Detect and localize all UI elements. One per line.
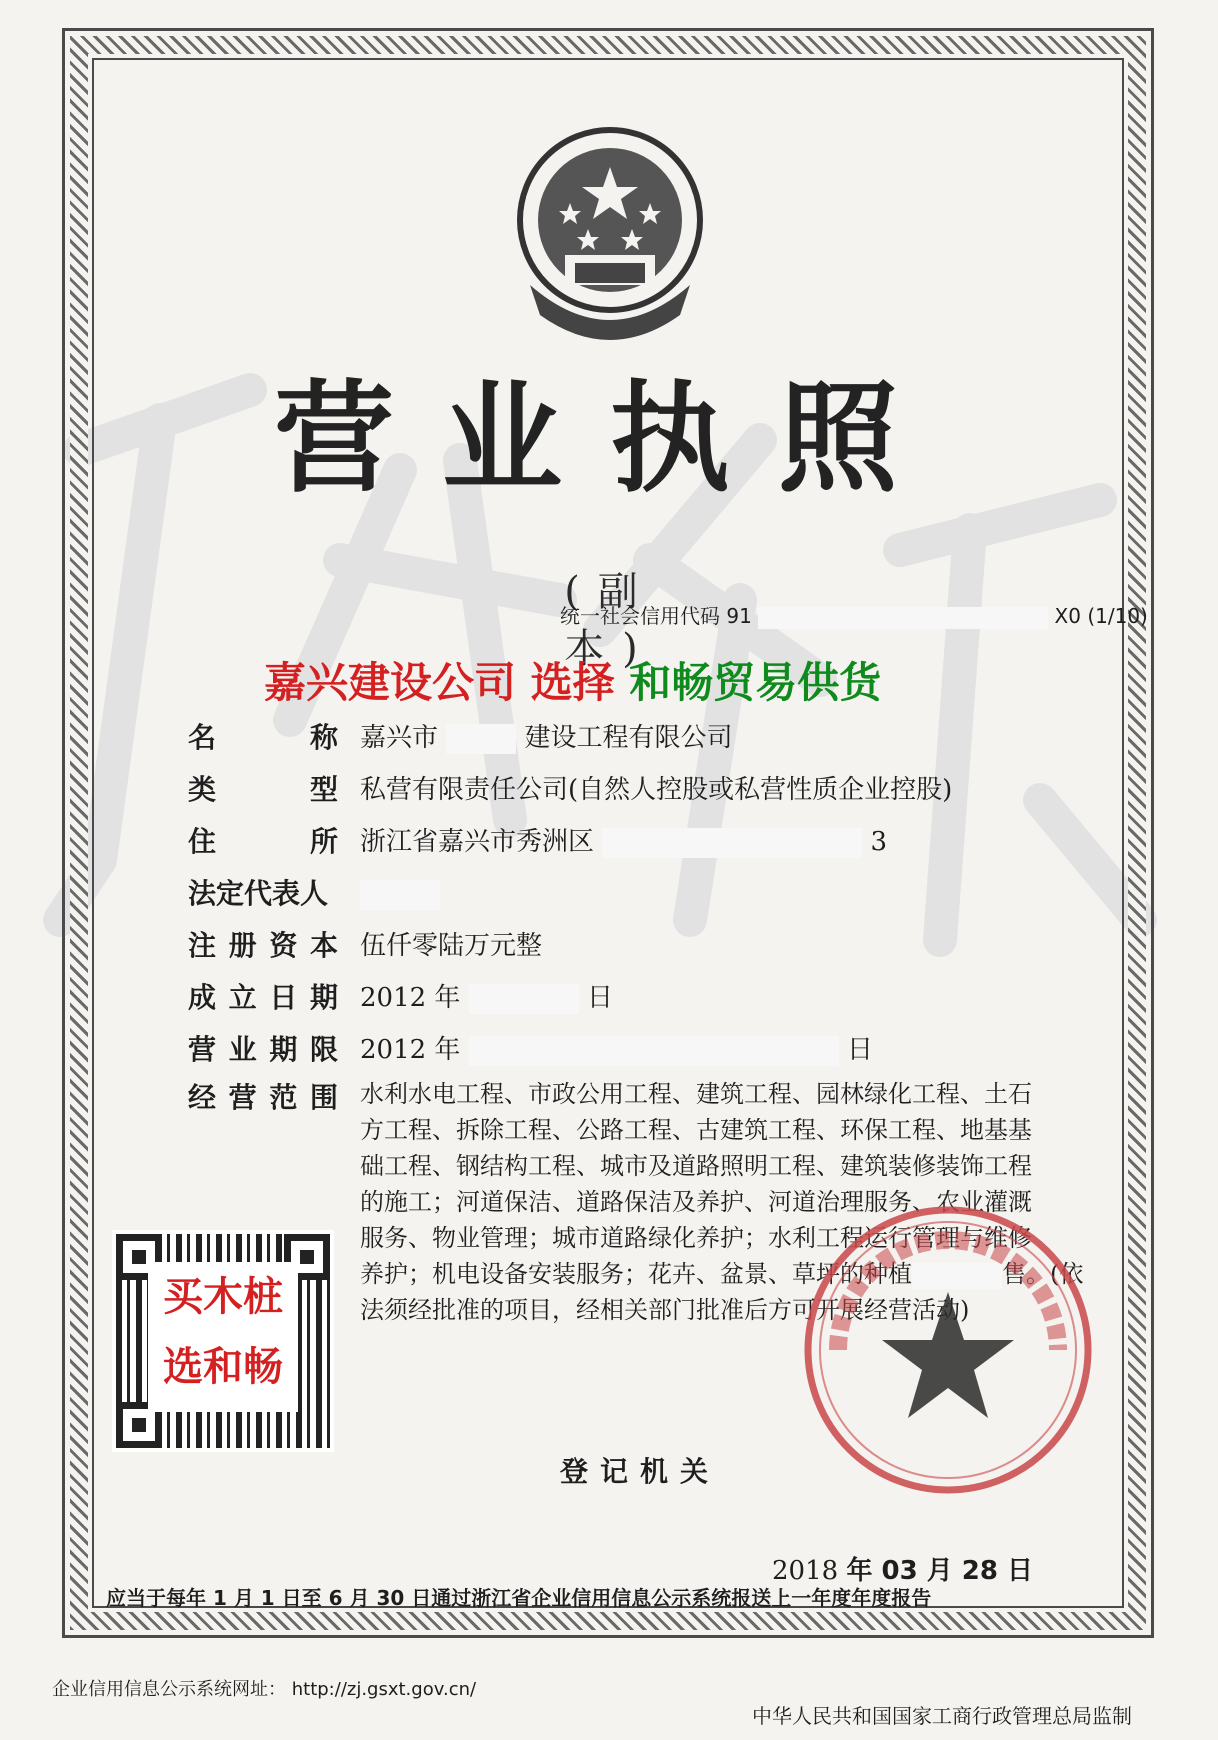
registration-date: 2018 年 03 月 28 日: [772, 1556, 1034, 1586]
footer-website-url: http://zj.gsxt.gov.cn/: [291, 1679, 477, 1700]
scope-line: 养护；机电设备安装服务；花卉、盆景、草坪的种植 售。(依: [360, 1260, 1084, 1288]
field-type-label: 类 型: [188, 773, 338, 806]
field-legal-rep: [188, 868, 1118, 920]
scope-line: 法须经批准的项目，经相关部门批准后方可开展经营活动): [360, 1296, 970, 1324]
redaction: [446, 724, 516, 754]
field-name-label: 名 称: [188, 721, 338, 754]
field-established: [188, 972, 1118, 1024]
redaction: [360, 880, 440, 910]
scope-line: 水利水电工程、市政公用工程、建筑工程、园林绿化工程、土石: [360, 1080, 1032, 1108]
promo-banner: [264, 650, 984, 710]
field-name-value: 嘉兴市 建设工程有限公司: [360, 723, 733, 753]
field-capital-value: 伍仟零陆万元整: [360, 931, 543, 961]
promo-part-2: 选择: [530, 658, 615, 707]
qr-promo-overlay: [148, 1262, 298, 1412]
field-type-value: 私营有限责任公司(自然人控股或私营性质企业控股): [360, 775, 953, 805]
field-established-label: 成 立 日 期: [188, 981, 338, 1014]
redaction: [469, 984, 579, 1014]
field-name: [188, 712, 1118, 764]
footer-issuer: 中华人民共和国国家工商行政管理总局监制: [752, 1704, 1132, 1728]
footer-website: [52, 1675, 476, 1701]
credit-code-line: [560, 600, 1148, 629]
field-type: [188, 764, 1118, 816]
field-legal-rep-label: 法定代表人: [188, 877, 329, 910]
field-address: [188, 816, 1118, 868]
document-subtitle: (副本): [564, 569, 656, 672]
field-address-value: 浙江省嘉兴市秀洲区 3: [360, 827, 888, 857]
scope-line: 础工程、钢结构工程、城市及道路照明工程、建筑装修装饰工程: [360, 1152, 1032, 1180]
field-term-label: 营 业 期 限: [188, 1033, 338, 1066]
credit-code-label: 统一社会信用代码: [560, 604, 720, 628]
scope-line: 服务、物业管理；城市道路绿化养护；水利工程运行管理与维修: [360, 1224, 1032, 1252]
field-capital-label: 注 册 资 本: [188, 929, 338, 962]
document-title: 营业执照: [274, 370, 946, 509]
credit-code-prefix: 91: [726, 604, 752, 628]
annual-report-notice: 应当于每年 1 月 1 日至 6 月 30 日通过浙江省企业信用信息公示系统报送上一年度年度报告: [106, 1586, 932, 1610]
field-capital: [188, 920, 1118, 972]
qr-promo-line-1: 买木桩: [163, 1274, 283, 1320]
redaction: [602, 828, 862, 858]
scope-line: 方工程、拆除工程、公路工程、古建筑工程、环保工程、地基基: [360, 1116, 1032, 1144]
qr-promo-line-2: 选和畅: [163, 1344, 283, 1390]
field-scope-label: 经 营 范 围: [188, 1081, 338, 1114]
field-address-label: 住 所: [188, 825, 338, 858]
official-seal-icon: [798, 1200, 1098, 1500]
national-emblem-icon: [510, 125, 710, 345]
field-established-value: 2012 年 日: [360, 983, 613, 1013]
credit-code-redaction: [758, 607, 1048, 629]
field-legal-rep-value: [360, 868, 1118, 920]
promo-part-1: 嘉兴建设公司: [264, 658, 517, 707]
field-term: [188, 1024, 1118, 1076]
copy-index: (1/10): [1087, 604, 1148, 628]
scope-line: 的施工；河道保洁、道路保洁及养护、河道治理服务、农业灌溉: [360, 1188, 1032, 1216]
field-term-value: 2012 年 日: [360, 1035, 873, 1065]
promo-part-3: 和畅贸易供货: [629, 658, 882, 707]
credit-code-suffix: X0: [1054, 604, 1081, 628]
footer-website-label: 企业信用信息公示系统网址：: [52, 1679, 286, 1700]
registration-authority: 登记机关: [560, 1455, 721, 1488]
redaction: [469, 1036, 839, 1066]
